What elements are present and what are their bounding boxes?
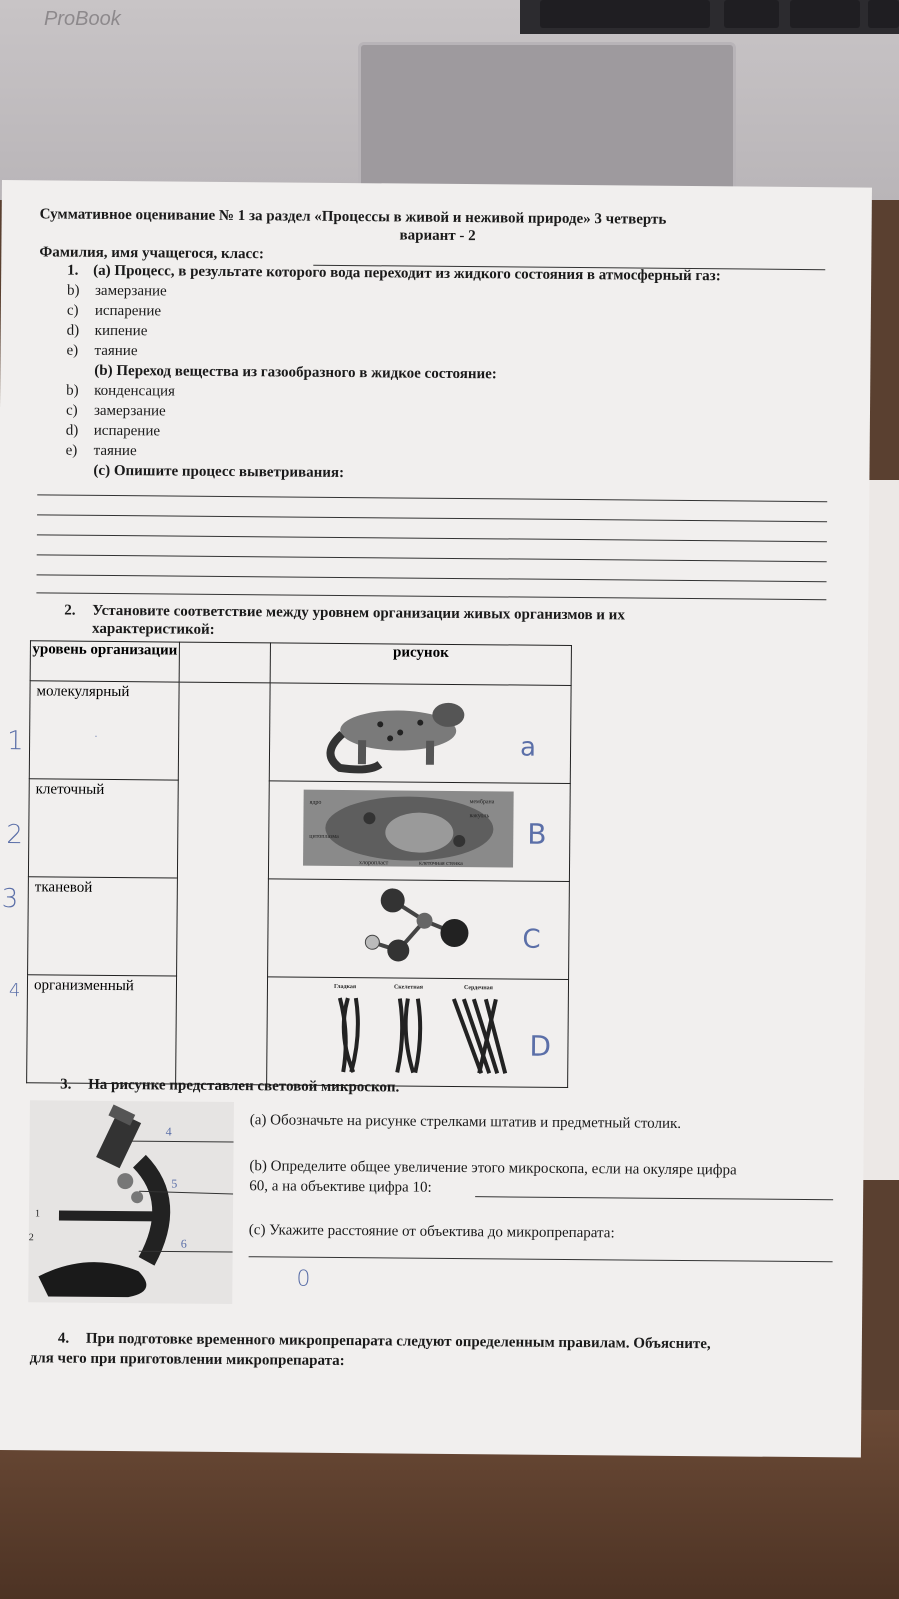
handwritten-mark: C [522, 924, 541, 955]
header-text: уровень организации [32, 641, 178, 659]
svg-text:5: 5 [171, 1176, 178, 1191]
q3a-question: (a) Обозначьте на рисунке стрелками штатив и предметный столик. [249, 1112, 682, 1132]
q2-question-cont: характеристикой: [92, 620, 215, 638]
svg-text:Гладкая: Гладкая [333, 983, 357, 991]
q3b-answer-line[interactable] [475, 1196, 833, 1200]
level-text: тканевой [34, 879, 93, 896]
picture-snow-leopard [269, 683, 571, 784]
muscle-tissue-image [267, 977, 568, 1082]
picture-plant-cell [268, 781, 570, 882]
option-text: таяние [93, 442, 137, 460]
handwritten-mark: 0 [296, 1266, 311, 1292]
q1b-question: (b) Переход вещества из газообразного в жидкое состояние: [94, 362, 497, 383]
svg-text:ядро: ядро [309, 799, 322, 806]
header-text: рисунок [392, 644, 449, 661]
q3c-answer-line[interactable] [249, 1256, 833, 1262]
laptop-body [0, 0, 899, 200]
svg-text:Сердечная: Сердечная [463, 985, 493, 992]
level-text: организменный [33, 977, 134, 995]
q1c-question: (c) Опишите процесс выветривания: [93, 462, 345, 481]
handwritten-mark: 3 [1, 884, 19, 915]
q3-number: 3. [60, 1076, 72, 1093]
svg-text:Скелетная: Скелетная [393, 984, 423, 991]
level-text: клеточный [35, 781, 105, 798]
svg-text:цитоплазма: цитоплазма [309, 833, 339, 840]
option-text: таяние [94, 342, 138, 360]
answer-line [37, 514, 827, 522]
plant-cell-image [269, 781, 570, 876]
level-cell [28, 779, 178, 878]
handwritten-mark: D [529, 1029, 552, 1063]
handwritten-mark: 2 [6, 820, 23, 851]
svg-text:вакуоль: вакуоль [469, 813, 490, 820]
handwritten-dot: . [93, 720, 100, 742]
keyboard [520, 0, 899, 34]
svg-text:мембрана: мембрана [469, 799, 495, 806]
answer-line [36, 592, 826, 600]
svg-text:2: 2 [28, 1232, 34, 1244]
option-text: замерзание [94, 282, 167, 300]
keyboard-key [790, 0, 860, 28]
q1a-question: (a) Процесс, в результате которого вода переходит из жидкого состояния в атмосферный газ: [93, 262, 721, 285]
option-letter: e) [65, 442, 78, 459]
svg-text:клеточная стенка: клеточная стенка [419, 860, 463, 868]
level-cell [28, 877, 178, 976]
option-letter: d) [65, 422, 79, 439]
q2-number: 2. [64, 602, 76, 619]
keyboard-key [724, 0, 779, 28]
picture-molecule [268, 879, 570, 980]
option-letter: d) [66, 322, 80, 339]
option-text: конденсация [94, 382, 176, 400]
microscope-image [28, 1100, 234, 1304]
table-header-level [30, 641, 179, 682]
keyboard-key [868, 0, 899, 28]
handwritten-mark: 4 [8, 980, 21, 1002]
q2-question: Установите соответствие между уровнем организации живых организмов и их [92, 602, 625, 624]
q4-number: 4. [57, 1330, 70, 1347]
laptop-brand-logo: ProBook [44, 8, 121, 30]
q4-question: При подготовке временного микропрепарата следуют определенным правилам. Объясните, [85, 1330, 711, 1353]
answer-line [37, 494, 827, 502]
q3b-question: (b) Определите общее увеличение этого микроскопа, если на окуляре цифра [249, 1158, 737, 1179]
table-header-picture [270, 643, 571, 686]
snow-leopard-image [270, 683, 571, 778]
option-letter: c) [66, 302, 79, 319]
q1-number: 1. [67, 262, 79, 279]
answer-line [37, 574, 827, 582]
option-letter: e) [66, 342, 79, 359]
option-letter: b) [66, 382, 79, 399]
answer-line [37, 554, 827, 562]
table-header-blank [179, 642, 270, 683]
worksheet [0, 180, 872, 1458]
option-text: кипение [94, 322, 148, 340]
q4-question-cont: для чего при приготовлении микропрепарата: [29, 1350, 345, 1370]
option-letter: c) [65, 402, 78, 419]
svg-text:6: 6 [180, 1236, 187, 1251]
worksheet-title: Суммативное оценивание № 1 за раздел «Процессы в живой и неживой природе» 3 четверть [39, 206, 667, 228]
answer-line [37, 534, 827, 542]
answer-column[interactable] [176, 682, 271, 1085]
option-text: испарение [94, 302, 162, 320]
variant-label: вариант - 2 [399, 227, 476, 245]
handwritten-mark: B [527, 817, 547, 851]
q3c-question: (c) Укажите расстояние от объектива до микропрепарата: [248, 1222, 615, 1242]
matching-table [26, 640, 572, 1088]
option-text: замерзание [93, 402, 166, 420]
level-cell [27, 975, 177, 1084]
student-name-label: Фамилия, имя учащегося, класс: [39, 244, 264, 263]
option-text: испарение [93, 422, 161, 440]
svg-text:4: 4 [165, 1124, 172, 1139]
q3-question: На рисунке представлен световой микроскоп. [88, 1076, 400, 1096]
picture-muscle-tissue [267, 977, 569, 1088]
q3b-question-cont: 60, а на объективе цифра 10: [249, 1178, 432, 1196]
handwritten-mark: 1 [6, 726, 24, 757]
touchpad [358, 42, 736, 198]
handwritten-mark: a [519, 732, 537, 763]
molecule-image [268, 879, 569, 974]
level-text: молекулярный [36, 683, 130, 701]
svg-text:хлоропласт: хлоропласт [359, 860, 389, 867]
svg-text:1: 1 [34, 1208, 41, 1220]
keyboard-key [540, 0, 710, 28]
option-letter: b) [66, 282, 80, 299]
level-cell [29, 681, 179, 780]
